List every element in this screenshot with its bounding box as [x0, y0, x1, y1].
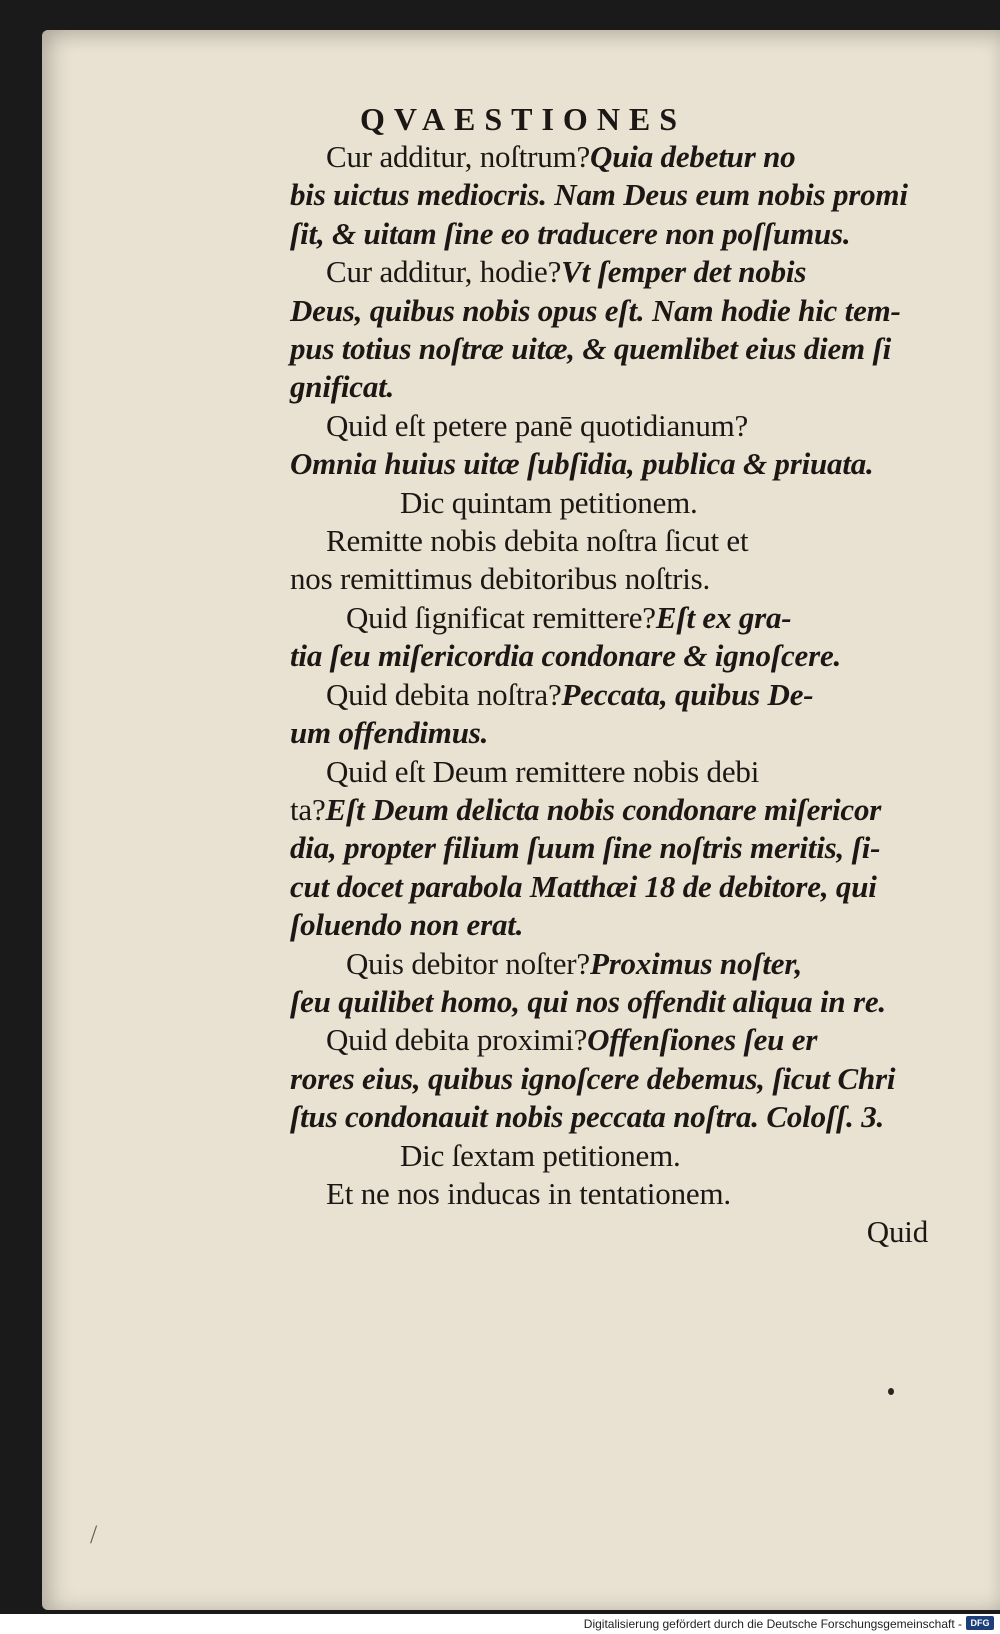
text-line: Quis debitor noſter?Proximus noſter,	[346, 945, 803, 981]
text-line: Cur additur, hodie?Vt ſemper det nobis	[326, 254, 807, 290]
section-heading: Dic quintam petitionem.	[400, 484, 698, 520]
text-line: Quid debita noſtra?Peccata, quibus De-	[326, 676, 814, 712]
text-line: ſtus condonauit nobis peccata noſtra. Coloſſ. 3.	[290, 1099, 885, 1135]
digitization-footer	[0, 1614, 1000, 1634]
text-line: cut docet parabola Matthæi 18 de debitore, qui	[290, 868, 877, 904]
text-line: Remitte nobis debita noſtra ſicut et	[326, 523, 749, 559]
text-line: tia ſeu miſericordia condonare & ignoſcere.	[290, 638, 842, 674]
running-heading: QVAESTIONES	[360, 101, 687, 137]
ink-spot	[888, 1388, 894, 1395]
page-text	[290, 100, 930, 1252]
text-line: Quid ſignificat remittere?Eſt ex gra-	[346, 599, 792, 635]
text-line: Quid debita proximi?Offenſiones ſeu er	[326, 1022, 818, 1058]
text-line: nos remittimus debitoribus noſtris.	[290, 561, 711, 597]
text-line: pus totius noſtræ uitæ, & quemlibet eius diem ſi	[290, 331, 892, 367]
text-line: Et ne nos inducas in tentationem.	[326, 1175, 731, 1211]
text-line: Cur additur, noſtrum?Quia debetur no	[326, 139, 796, 174]
text-line: gnificat.	[290, 369, 395, 405]
text-line: um offendimus.	[290, 715, 489, 751]
text-line: ſeu quilibet homo, qui nos offendit aliqua in re.	[290, 983, 886, 1019]
section-heading: Dic ſextam petitionem.	[400, 1137, 681, 1173]
text-line: dia, propter filium ſuum ſine noſtris meritis, ſi-	[290, 830, 881, 866]
catchword: Quid	[866, 1214, 928, 1250]
text-line: bis uictus mediocris. Nam Deus eum nobis promi	[290, 177, 908, 213]
text-line: ta?Eſt Deum delicta nobis condonare miſericor	[290, 791, 882, 827]
dfg-logo: DFG	[966, 1616, 994, 1630]
text-line: ſit, & uitam ſine eo traducere non poſſumus.	[290, 215, 851, 251]
text-line: Omnia huius uitæ ſubſidia, publica & priuata.	[290, 446, 874, 482]
text-line: Quid eſt Deum remittere nobis debi	[326, 753, 760, 789]
stray-mark: /	[90, 1520, 98, 1549]
text-line: ſoluendo non erat.	[290, 907, 524, 943]
text-line: Quid eſt petere panē quotidianum?	[326, 407, 749, 443]
footer-credit: Digitalisierung gefördert durch die Deutsche Forschungsgemeinschaft -	[583, 1617, 962, 1631]
text-line: rores eius, quibus ignoſcere debemus, ſicut Chri	[290, 1060, 896, 1096]
text-line: Deus, quibus nobis opus eſt. Nam hodie hic tem-	[290, 292, 901, 328]
